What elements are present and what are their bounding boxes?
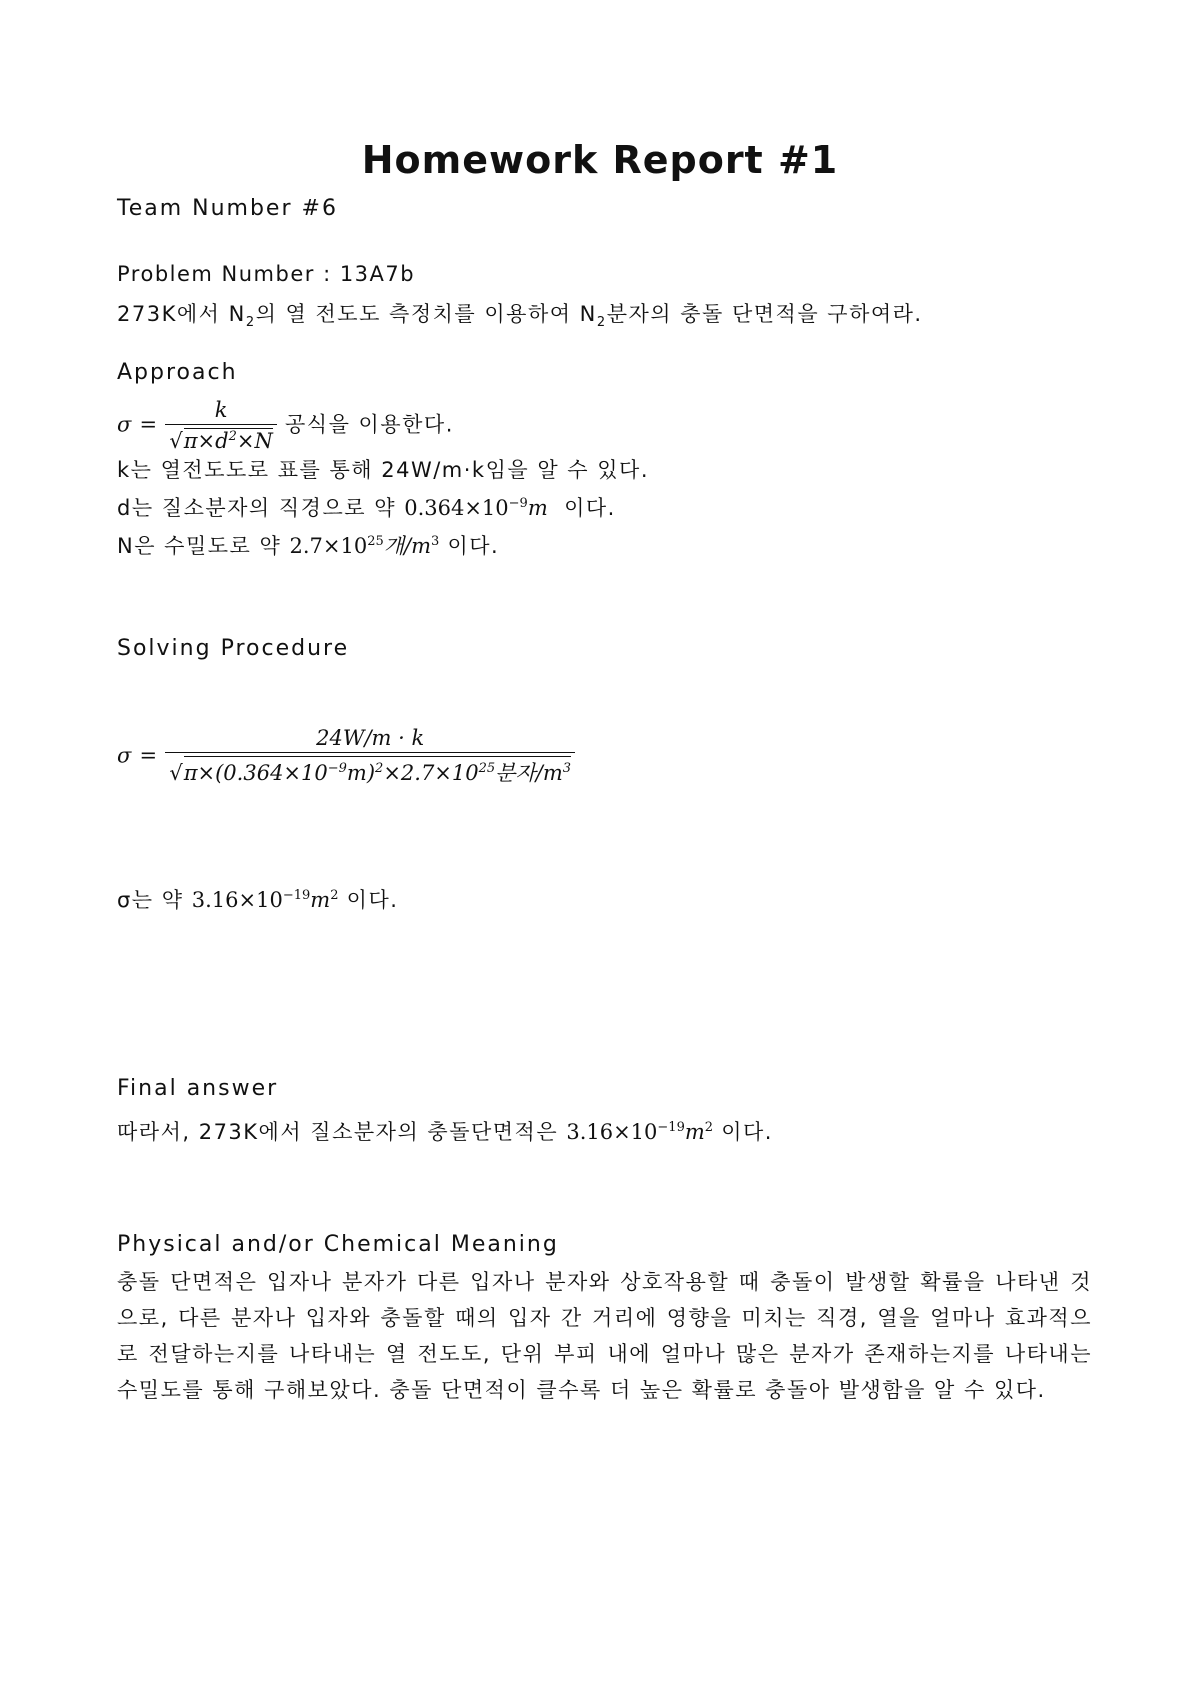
problem-statement-part3: 분자의 충돌 단면적을 구하여라.	[606, 302, 923, 326]
solving-result-exponent: −19	[282, 888, 311, 903]
solving-heading: Solving Procedure	[117, 636, 350, 661]
approach-den-end: ×N	[236, 429, 273, 453]
problem-subscript-1: 2	[245, 315, 256, 331]
meaning-heading: Physical and/or Chemical Meaning	[117, 1232, 559, 1257]
final-exponent: −19	[657, 1120, 685, 1135]
approach-d-line	[117, 492, 616, 522]
solving-result-a: σ는 약	[117, 888, 184, 912]
approach-formula-line	[117, 398, 454, 453]
problem-statement-part1: 273K에서 N	[117, 302, 246, 326]
equals-sign: =	[139, 412, 158, 437]
approach-d-text-a: d는 질소분자의 직경으로 약	[117, 496, 397, 520]
solving-den-exp4: 3	[562, 761, 572, 776]
solving-fraction	[165, 726, 575, 787]
team-number: Team Number #6	[117, 196, 338, 221]
solving-den-exp1: −9	[327, 761, 347, 776]
solving-result-unit: m	[310, 888, 331, 912]
approach-n-line	[117, 530, 499, 560]
approach-d-exponent: 2	[228, 429, 237, 444]
sqrt-sign-icon: √	[169, 429, 183, 453]
meaning-paragraph: 충돌 단면적은 입자나 분자가 다른 입자나 분자와 상호작용할 때 충돌이 발생할 확률을 나타낸 것으로, 다른 분자나 입자와 충돌할 때의 입자 간 거리에 영향을 미치는 직경, 열을 얼마나 효과적으로 전달하는지를 나타내는 열 전도도, 단위 부피 내에 얼마나 많은 분자가 존재하는지를 나타내는 수밀도를 통해 구해보았다. 충돌 단면적이 클수록 더 높은 확률로 충돌아 발생함을 알 수 있다.	[117, 1270, 1092, 1402]
approach-numerator: k	[214, 398, 228, 422]
solving-den-exp2: 2	[375, 761, 384, 776]
report-title: Homework Report #1	[361, 138, 839, 182]
approach-n-exponent: 25	[367, 534, 384, 549]
approach-fraction	[165, 398, 277, 453]
approach-denominator	[165, 424, 277, 453]
approach-n-value: 2.7×10	[289, 534, 368, 558]
final-unit: m	[684, 1120, 705, 1144]
solving-equals-sign: =	[139, 743, 158, 768]
approach-d-exponent-value: −9	[508, 496, 528, 511]
solving-den-b: m)	[346, 761, 376, 785]
approach-n-text-b: 이다.	[447, 534, 500, 558]
approach-n-unit: 개/m	[383, 534, 432, 558]
solving-den-c: ×2.7×10	[383, 761, 479, 785]
solving-den-exp3: 25	[478, 761, 496, 776]
approach-k-line: k는 열전도도로 표를 통해 24W/m·k임을 알 수 있다.	[117, 458, 649, 482]
approach-den-text: π×d	[183, 429, 229, 453]
solving-result-line	[117, 884, 398, 914]
final-value: 3.16×10	[566, 1120, 658, 1144]
problem-subscript-2: 2	[596, 315, 607, 331]
problem-statement-part2: 의 열 전도도 측정치를 이용하여 N	[255, 302, 597, 326]
final-unit-exponent: 2	[704, 1120, 714, 1135]
solving-result-unit-exponent: 2	[330, 888, 339, 903]
solving-sqrt-content	[184, 756, 571, 787]
approach-d-value: 0.364×10	[404, 496, 509, 520]
final-answer-line	[117, 1116, 773, 1146]
solving-result-b: 이다.	[346, 888, 399, 912]
solving-den-a: π×(0.364×10	[183, 761, 328, 785]
solving-result-value: 3.16×10	[191, 888, 283, 912]
problem-statement	[117, 298, 923, 331]
solving-sigma-symbol: σ	[117, 743, 132, 768]
solving-denominator	[165, 752, 575, 787]
solving-den-d: 분자/m	[495, 761, 563, 785]
solving-sqrt-sign-icon: √	[169, 761, 183, 785]
approach-heading: Approach	[117, 360, 238, 385]
problem-number: Problem Number : 13A7b	[117, 262, 416, 286]
approach-d-unit: m	[527, 496, 548, 520]
approach-n-text-a: N은 수밀도로 약	[117, 534, 282, 558]
approach-n-unit-exponent: 3	[431, 534, 440, 549]
solving-formula-line	[117, 726, 575, 787]
approach-d-text-b: 이다.	[564, 496, 616, 520]
final-answer-heading: Final answer	[117, 1076, 279, 1101]
approach-denominator-tail	[184, 428, 273, 453]
approach-formula-text: 공식을 이용한다.	[285, 412, 454, 437]
solving-numerator: 24W/m · k	[316, 726, 425, 750]
final-text-b: 이다.	[721, 1120, 773, 1144]
final-text-a: 따라서, 273K에서 질소분자의 충돌단면적은	[117, 1120, 559, 1144]
sigma-symbol: σ	[117, 412, 132, 437]
